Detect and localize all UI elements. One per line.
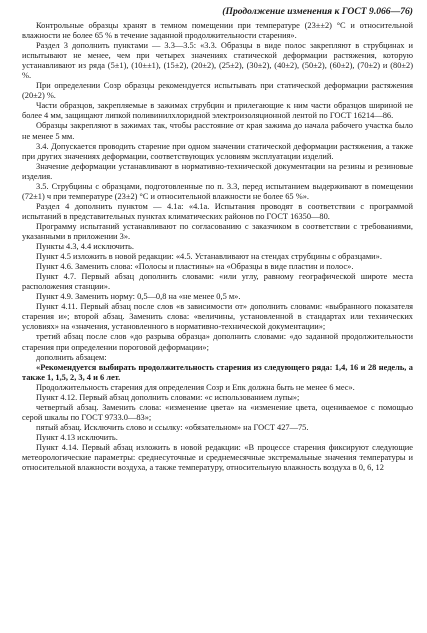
paragraph: 3.4. Допускается проводить старение при одном значении статической деформации растяжения, а также при других значениях деформации, соответствующих условиям эксплуатации изделий. [22,141,413,161]
paragraph: Раздел 4 дополнить пунктом — 4.1а: «4.1а. Испытания проводят в соответствии с программой испытаний в представительных пунктах климатических районов по ГОСТ 16350—80. [22,201,413,221]
paragraph: Пункт 4.6. Заменить слова: «Полосы и пластины» на «Образцы в виде пластин и полос». [36,262,354,272]
paragraph: Образцы закрепляют в зажимах так, чтобы расстояние от края зажима до начала рабочего участка было не менее 5 мм. [22,121,413,141]
paragraph: Пункт 4.13 исключить. [36,432,118,442]
paragraph: При определении Cозр образцы рекомендуется испытывать при статической деформации растяжения (20±2) %. [22,81,413,101]
paragraph: Значение деформации устанавливают в нормативно-технической документации на резины и резиновые изделия. [22,161,413,181]
paragraph: Контрольные образцы хранят в темном помещении при температуре (23±±2) °С и относительной влажности не более 65 % в течение заданной продолжительности старения». [22,21,413,41]
paragraph: пятый абзац. Исключить слово и ссылку: «обязательном» на ГОСТ 427—75. [36,422,309,432]
paragraph: Пункт 4.12. Первый абзац дополнить словами: «с использованием лупы»; [36,392,300,402]
paragraph: Пункт 4.5 изложить в новой редакции: «4.5. Устанавливают на стендах струбцины с образцами». [36,252,382,262]
paragraph: 3.5. Струбцины с образцами, подготовленные по п. 3.3, перед испытанием выдерживают в помещении (72±1) ч при температуре (23±2) °С и относительной влажности не более 65 %». [22,181,413,201]
paragraph: третий абзац после слов «до разрыва образца» дополнить словами: «до заданной продолжительности старения при определении пороговой деформации»; [22,332,413,352]
paragraph: Продолжительность старения для определения Cозр и Eпк должна быть не менее 6 мес». [36,382,355,392]
paragraph: Программу испытаний устанавливают по согласованию с заказчиком в соответствии с требованиями, указанными в приложении 3». [22,221,413,241]
paragraph: Раздел 3 дополнить пунктами — 3.3—3.5: «3.3. Образцы в виде полос закрепляют в струбцинах и испытывают не менее, чем при четырех значениях статической деформации растяжения, которую устанавливают из ряда (5±1), (10±±1), (15±2), (20±2), (25±2), (30±2), (40±2), (50±2), (60±2), (70±2) и (80±2) %. [22,41,413,81]
paragraph: Пункт 4.11. Первый абзац после слов «в зависимости от» дополнить словами: «выбранного показателя старения и»; второй абзац. Заменить слова: «величины, установленной в стандартах или технических условиях» на «значения, установленного в нормативно-технической документации»; [22,302,413,332]
paragraph: Пункт 4.7. Первый абзац дополнить словами: «или углу, равному географической широте места расположения станции». [22,272,413,292]
paragraph: Части образцов, закрепляемые в зажимах струбцин и прилегающие к ним части образцов шириной не более 4 мм, защищают липкой поливинилхлоридной электроизоляционной лентой по ГОСТ 16214—86. [22,101,413,121]
paragraph: четвертый абзац. Заменить слова: «изменение цвета» на «изменение цвета, оцениваемое с помощью серой шкалы по ГОСТ 9733.0—83»; [22,402,413,422]
body-text [22,21,413,473]
paragraph: дополнить абзацем: [36,352,107,362]
paragraph: Пункт 4.9. Заменить норму: 0,5—0,8 на «не менее 0,5 м». [36,292,241,302]
paragraph: «Рекомендуется выбирать продолжительность старения из следующего ряда: 1,4, 16 и 28 недель, а также 1, 1,5, 2, 3, 4 и 6 лет. [22,362,413,382]
paragraph: Пункты 4.3, 4.4 исключить. [36,242,134,252]
page-header: (Продолжение изменения к ГОСТ 9.066—76) [222,6,413,17]
paragraph: Пункт 4.14. Первый абзац изложить в новой редакции: «В процессе старения фиксируют следующие метеорологические параметры: среднесуточные и среднемесячные экстремальные значения температуры и относительной влажности воздуха, а также температуру, относительную влажность воздуха в 0, 6, 12 [22,442,413,473]
